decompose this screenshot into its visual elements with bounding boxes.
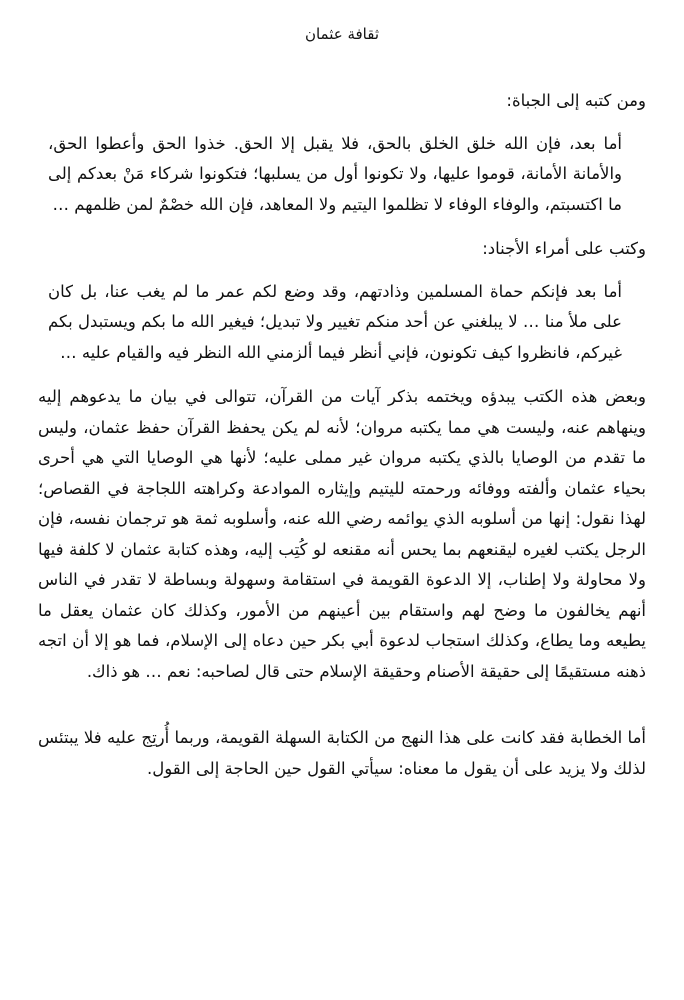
commanders-letter-intro: وكتب على أمراء الأجناد:	[482, 239, 646, 258]
collectors-letter-intro: ومن كتبه إلى الجباة:	[506, 91, 646, 110]
running-header: ثقافة عثمان	[304, 25, 380, 43]
commanders-letter-quote: أما بعد فإنكم حماة المسلمين وذادتهم، وقد وضع لكم عمر ما لم يغب عنا، بل كان على ملأ منا … لا يبلغني عن أحد منكم تغيير ولا تبديل؛ فيغير الله ما بكم ويستبدل بكم غيركم، فانظروا كيف تكونون، فإني أنظر فيما ألزمني الله النظر فيه والقيام عليه …	[48, 281, 622, 362]
page-body	[38, 86, 646, 784]
oratory-paragraph: أما الخطابة فقد كانت على هذا النهج من الكتابة السهلة القويمة، وربما أُرتِج عليه فلا يبتئس لذلك ولا يزيد على أن يقول ما معناه: سيأتي القول حين الحاجة إلى القول.	[38, 728, 646, 778]
commentary-paragraph: وبعض هذه الكتب يبدؤه ويختمه بذكر آيات من القرآن، تتوالى في بيان ما يدعوهم إليه وينهاهم عنه، وليست هي مما يكتبه مروان؛ لأنه لم يكن يحفظ القرآن حفظ عثمان، وليس ما تقدم من الوصايا بالذي يكتبه مروان غير مملى عليه؛ لأنها هي الوصايا التي هي أحرى بحياء عثمان وألفته ووفائه ورحمته لليتيم وإيثاره الموادعة وكراهته اللجاجة في القصاص؛ لهذا نقول: إنها من أسلوبه الذي يوائمه رضي الله عنه، وأسلوبه ثمة هو ترجمان نفسه، فإن الرجل يكتب لغيره ليقنعهم بما يحس أنه مقنعه لو كُتِب إليه، وهذه كتابة عثمان لا كلفة فيها ولا محاولة ولا إطناب، إلا الدعوة القويمة في استقامة وسهولة وبساطة لا تقدر في الناس أنهم يخالفون ما وضح لهم واستقام بين أعينهم من الأمور، وكذلك كان عثمان يعقل ما يطيعه وما يطاع، وكذلك استجاب لدعوة أبي بكر حين دعاه إلى الإسلام، فما هو إلا أن اتجه ذهنه مستقيمًا إلى حقيقة الأصنام وحقيقة الإسلام حتى قال لصاحبه: نعم … هو ذاك.	[38, 387, 646, 681]
collectors-letter-quote: أما بعد، فإن الله خلق الخلق بالحق، فلا يقبل إلا الحق. خذوا الحق وأعطوا الحق، والأمانة الأمانة، قوموا عليها، ولا تكونوا أول من يسلبها؛ فتكونوا شركاء مَنْ بعدكم إلى ما اكتسبتم، والوفاء الوفاء لا تظلموا اليتيم ولا المعاهد، فإن الله خصْمٌ لمن ظلمهم …	[48, 133, 622, 214]
